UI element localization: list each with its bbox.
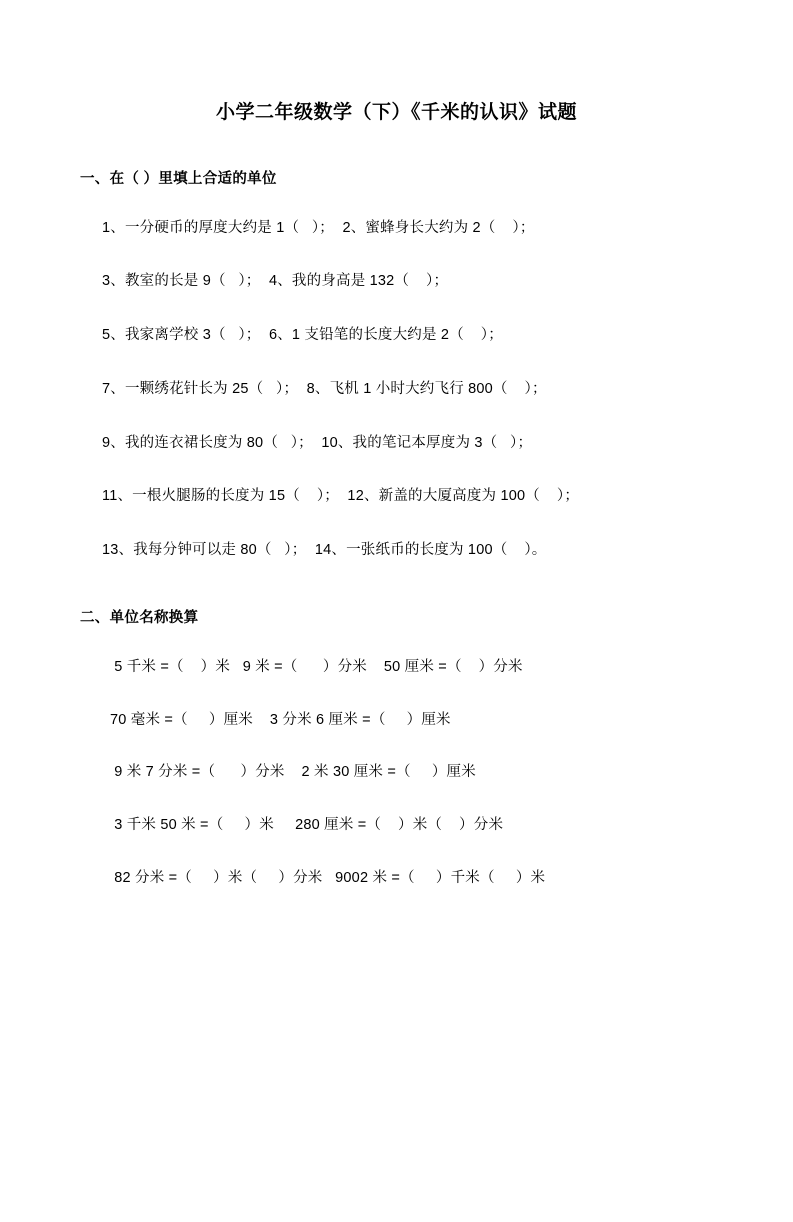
question-line: 13、我每分钟可以走 80（ ）； 14、一张纸币的长度为 100（ ）。 (102, 542, 547, 559)
page-title: 小学二年级数学（下）《千米的认识》试题 (215, 102, 577, 123)
question-line: 9、我的连衣裙长度为 80（ ）； 10、我的笔记本厚度为 3（ ）； (102, 434, 533, 451)
conversion-line: 5 千米 =（ ）米 9 米 =（ ）分米 50 厘米 =（ ）分米 (110, 658, 523, 675)
conversion-line: 9 米 7 分米 =（ ）分米 2 米 30 厘米 =（ ）厘米 (110, 764, 476, 781)
question-line: 5、我家离学校 3（ ）； 6、1 支铅笔的长度大约是 2（ ）； (102, 327, 503, 344)
section-1-questions (80, 218, 713, 562)
question-line: 3、教室的长是 9（ ）； 4、我的身高是 132（ ）； (102, 273, 449, 290)
section-2-questions (80, 657, 713, 890)
conversion-line: 3 千米 50 米 =（ ）米 280 厘米 =（ ）米（ ）分米 (110, 817, 504, 834)
question-line: 11、一根火腿肠的长度为 15（ ）； 12、新盖的大厦高度为 100（ ）； (102, 488, 580, 505)
question-line: 1、一分硬币的厚度大约是 1（ ）； 2、蜜蜂身长大约为 2（ ）； (102, 219, 535, 236)
conversion-line: 82 分米 =（ ）米（ ）分米 9002 米 =（ ）千米（ ）米 (110, 869, 546, 886)
section-heading-1: 一、在（ ）里填上合适的单位 (80, 170, 277, 187)
worksheet-page (0, 100, 793, 1222)
conversion-line: 70 毫米 =（ ）厘米 3 分米 6 厘米 =（ ）厘米 (110, 711, 451, 728)
question-line: 7、一颗绣花针长为 25（ ）； 8、飞机 1 小时大约飞行 800（ ）； (102, 380, 547, 397)
section-heading-2: 二、单位名称换算 (80, 609, 199, 626)
